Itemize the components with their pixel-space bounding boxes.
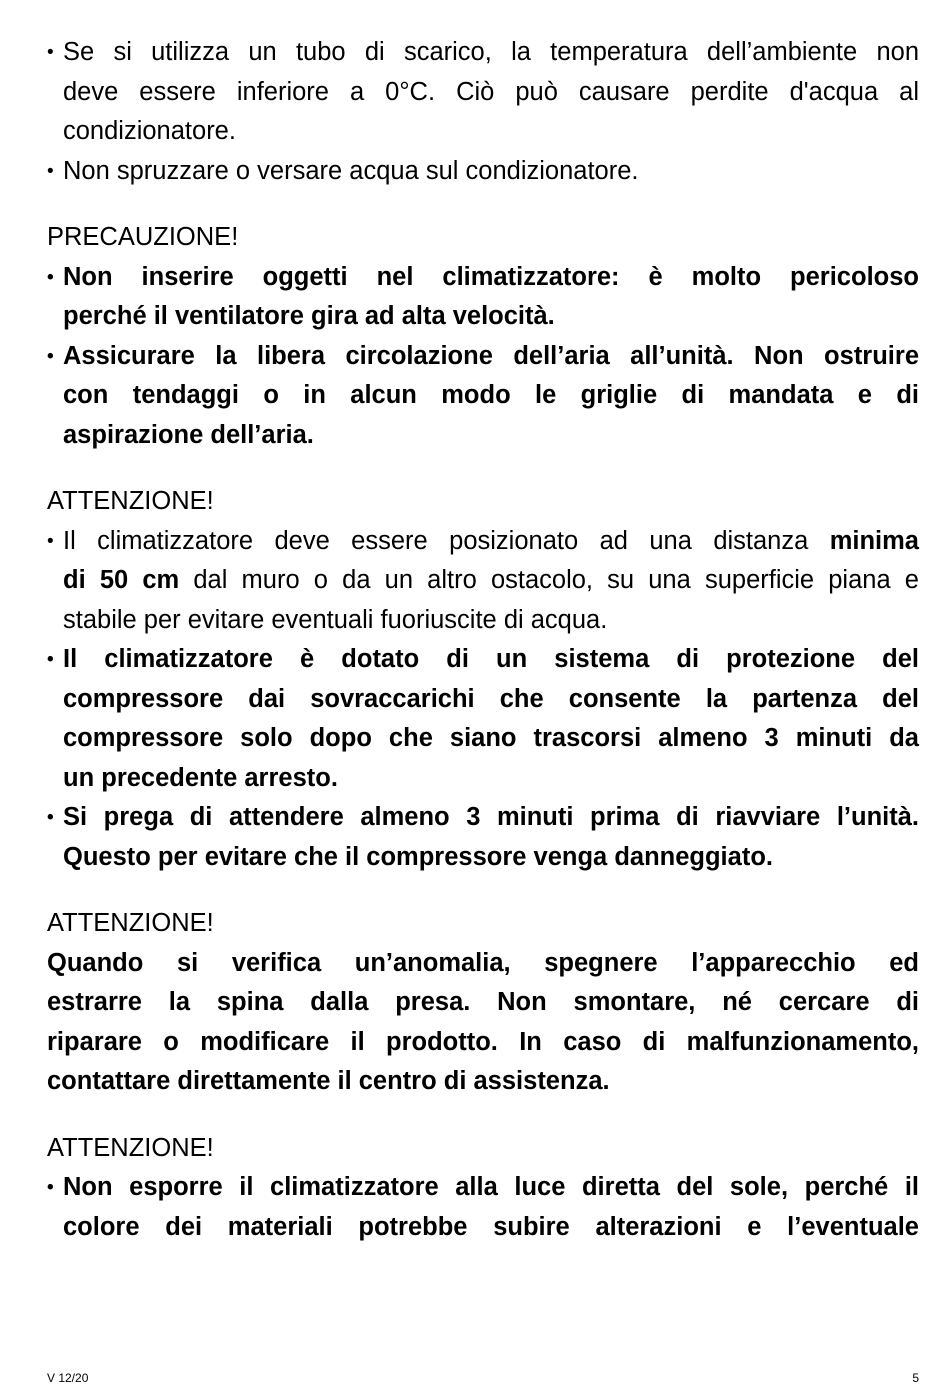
list-item <box>47 640 919 798</box>
list-item <box>47 522 919 641</box>
text-line: Quando si verifica un’anomalia, spegnere l’apparecchio ed <box>47 948 919 977</box>
text-line <box>63 561 919 601</box>
text-line: compressore solo dopo che siano trascorsi almeno 3 minuti da <box>63 724 919 752</box>
text-line: con tendaggi o in alcun modo le griglie di mandata e di <box>63 381 919 409</box>
document-body <box>47 33 919 1247</box>
text-line: un precedente arresto. <box>63 763 338 792</box>
text-line: condizionatore. <box>63 117 236 145</box>
list-item <box>47 337 919 456</box>
list-item <box>47 152 919 192</box>
text-line: estrarre la spina dalla presa. Non smontare, né cercare di <box>47 988 919 1016</box>
text-span: Il climatizzatore deve essere posizionato ad una distanza <box>63 526 830 555</box>
text-line: compressore dai sovraccarichi che consente la partenza del <box>63 684 919 713</box>
text-line: Assicurare la libera circolazione dell’aria all’unità. Non ostruire <box>63 341 919 370</box>
list-item <box>47 33 919 152</box>
text-line: Questo per evitare che il compressore venga danneggiato. <box>63 842 773 871</box>
text-line: Non esporre il climatizzatore alla luce diretta del sole, perché il <box>63 1173 919 1201</box>
bullet-icon: • <box>47 649 54 670</box>
text-span: dal muro o da un altro ostacolo, su una superficie piana e <box>179 566 919 594</box>
attention-heading: ATTENZIONE! <box>47 487 214 515</box>
text-line: contattare direttamente il centro di assistenza. <box>47 1067 610 1095</box>
list-item <box>47 1168 919 1247</box>
text-line: deve essere inferiore a 0°C. Ciò può causare perdite d'acqua al <box>63 77 919 106</box>
text-line: riparare o modificare il prodotto. In caso di malfunzionamento, <box>47 1027 919 1056</box>
bullet-icon: • <box>47 42 54 63</box>
footer-page-number: 5 <box>912 1371 919 1385</box>
bullet-icon: • <box>47 345 54 367</box>
text-span-bold: minima <box>829 526 919 555</box>
text-line: Il climatizzatore è dotato di un sistema di protezione del <box>63 645 919 673</box>
text-line: aspirazione dell’aria. <box>63 420 314 449</box>
footer-version: V 12/20 <box>47 1371 89 1385</box>
bullet-icon: • <box>47 266 54 288</box>
bullet-icon: • <box>47 807 54 828</box>
text-line: Non spruzzare o versare acqua sul condizionatore. <box>63 156 639 185</box>
paragraph <box>47 944 919 1102</box>
text-line: Non inserire oggetti nel climatizzatore: è molto pericoloso <box>63 262 919 291</box>
bullet-icon: • <box>47 530 54 552</box>
list-item <box>47 258 919 337</box>
text-line <box>63 522 919 562</box>
text-line: colore dei materiali potrebbe subire alterazioni e l’eventuale <box>63 1212 919 1241</box>
text-line: stabile per evitare eventuali fuoriuscite di acqua. <box>63 605 608 634</box>
text-span-bold: di 50 cm <box>63 566 180 594</box>
attention-heading: ATTENZIONE! <box>47 1133 214 1162</box>
text-line: perché il ventilatore gira ad alta velocità. <box>63 302 555 330</box>
text-line: Se si utilizza un tubo di scarico, la temperatura dell’ambiente non <box>63 38 919 66</box>
bullet-icon: • <box>47 1177 54 1198</box>
bullet-icon: • <box>47 160 54 182</box>
precaution-heading: PRECAUZIONE! <box>47 223 239 251</box>
attention-heading: ATTENZIONE! <box>47 909 214 937</box>
text-line: Si prega di attendere almeno 3 minuti prima di riavviare l’unità. <box>63 803 919 831</box>
list-item <box>47 798 919 877</box>
